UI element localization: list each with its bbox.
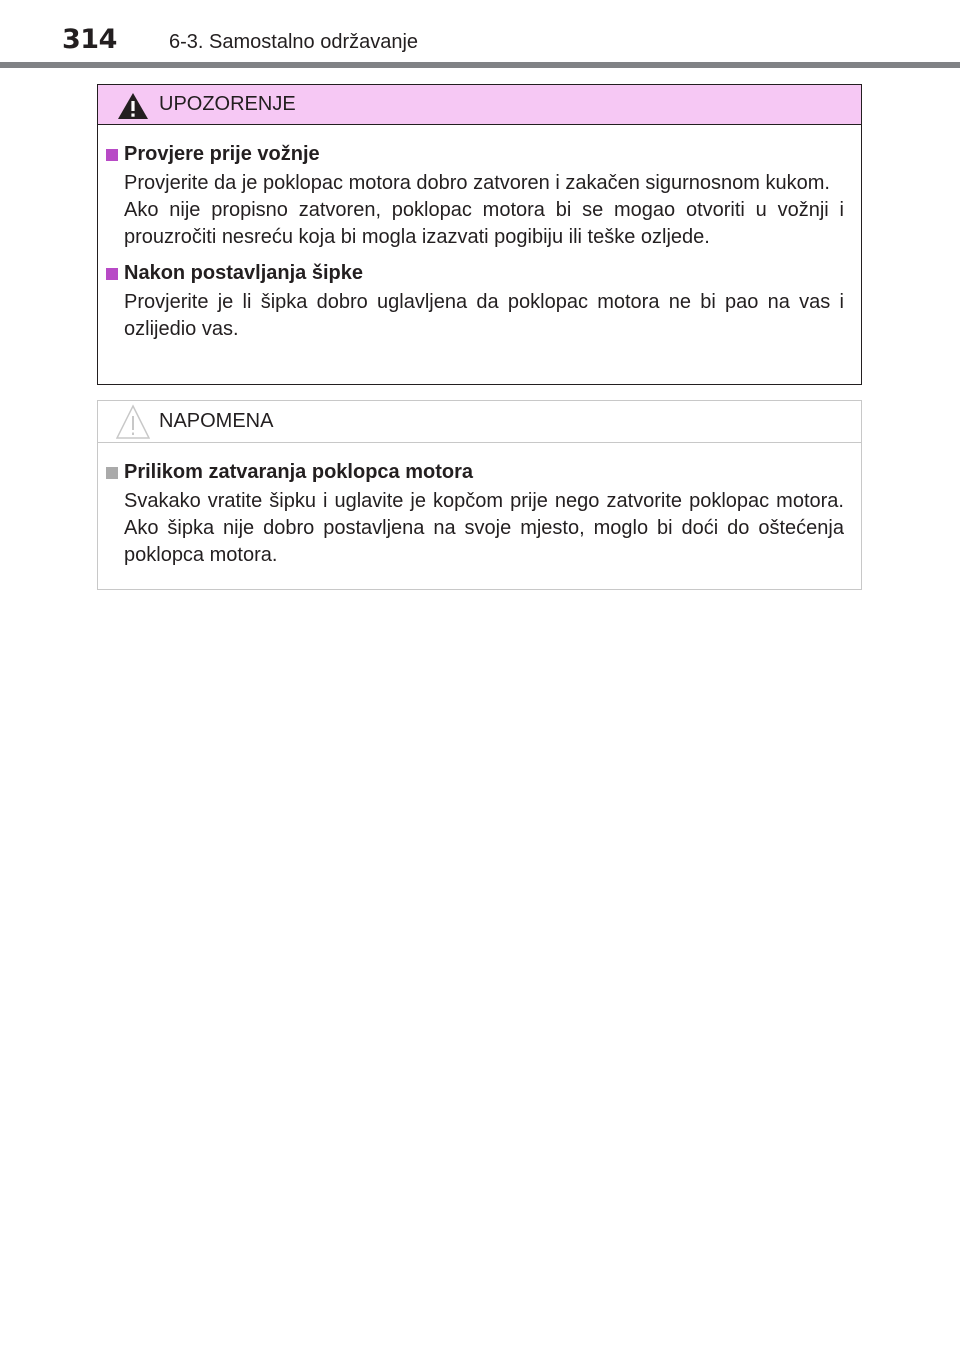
item-paragraph: Svakako vratite šipku i uglavite je kopčom prije nego zatvorite poklopac motora. Ako šipka nije dobro postavljena na svoje mjesto, moglo bi doći do oštećenja poklopca motora. bbox=[124, 490, 844, 566]
item-title: Provjere prije vožnje bbox=[124, 143, 320, 165]
warning-box bbox=[97, 84, 862, 385]
notice-label: NAPOMENA bbox=[159, 410, 274, 432]
warning-triangle-icon bbox=[116, 91, 150, 121]
square-bullet-icon bbox=[106, 268, 118, 280]
square-bullet-icon bbox=[106, 149, 118, 161]
warning-header bbox=[98, 85, 861, 125]
item-title: Prilikom zatvaranja poklopca motora bbox=[124, 461, 473, 483]
notice-body bbox=[98, 443, 861, 569]
section-title: 6-3. Samostalno održavanje bbox=[169, 31, 419, 53]
page-number: 314 bbox=[62, 24, 117, 55]
warning-label: UPOZORENJE bbox=[159, 93, 296, 115]
item-paragraph: Provjerite je li šipka dobro uglavljena da poklopac motora ne bi pao na vas i ozlijedio vas. bbox=[124, 291, 844, 340]
notice-box bbox=[97, 400, 862, 590]
item-paragraph: Ako nije propisno zatvoren, poklopac motora bi se mogao otvoriti u vožnji i prouzročiti nesreću koja bi mogla izazvati pogibiju ili teške ozljede. bbox=[124, 199, 844, 248]
warning-item-pre-drive-checks bbox=[106, 141, 844, 251]
caution-outline-triangle-icon bbox=[116, 404, 150, 440]
warning-body bbox=[98, 125, 861, 343]
item-paragraph: Provjerite da je poklopac motora dobro zatvoren i zakačen sigurnosnom kukom. bbox=[124, 172, 830, 194]
square-bullet-icon bbox=[106, 467, 118, 479]
notice-item-closing-hood bbox=[106, 459, 844, 569]
header-divider bbox=[0, 62, 960, 68]
notice-header bbox=[98, 401, 861, 443]
warning-item-after-setting-rod bbox=[106, 260, 844, 343]
item-title: Nakon postavljanja šipke bbox=[124, 262, 363, 284]
